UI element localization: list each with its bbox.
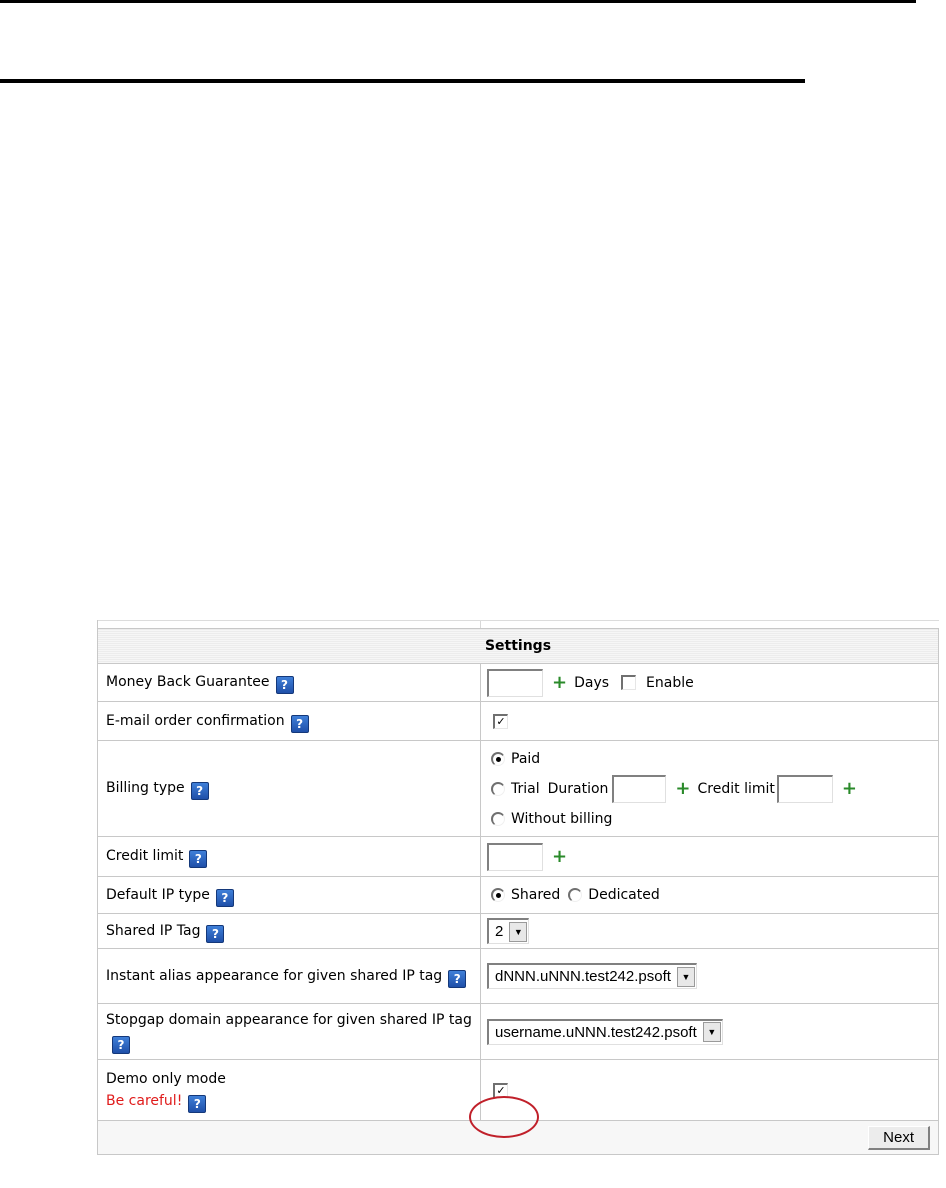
row-money-back — [98, 664, 939, 702]
help-icon[interactable]: ? — [448, 970, 466, 988]
instant-alias-label: Instant alias appearance for given shared IP tag — [106, 967, 443, 984]
billing-paid-label: Paid — [511, 750, 541, 767]
demo-mode-checkbox[interactable]: ✓ — [493, 1083, 508, 1098]
trial-credit-input[interactable] — [777, 775, 833, 803]
billing-without-label: Without billing — [511, 810, 613, 827]
billing-trial-radio[interactable] — [491, 782, 505, 796]
duration-label: Duration — [547, 780, 609, 797]
demo-mode-label: Demo only mode — [106, 1070, 226, 1087]
enable-label: Enable — [646, 674, 694, 691]
shared-ip-tag-select[interactable] — [487, 918, 529, 944]
shared-ip-tag-value: 2 — [495, 923, 504, 940]
row-credit-limit — [98, 837, 939, 877]
ip-dedicated-label: Dedicated — [588, 887, 660, 903]
enable-checkbox[interactable] — [621, 675, 636, 690]
email-confirm-label: E-mail order confirmation — [106, 712, 285, 729]
billing-trial-label: Trial — [511, 780, 540, 797]
row-billing-type — [98, 741, 939, 837]
plus-icon[interactable]: + — [552, 672, 568, 693]
chevron-down-icon[interactable]: ▼ — [703, 1022, 721, 1042]
shared-ip-tag-label: Shared IP Tag — [106, 922, 201, 939]
ip-shared-label: Shared — [511, 887, 561, 903]
stopgap-domain-label: Stopgap domain appearance for given shared IP tag — [106, 1012, 472, 1028]
email-confirm-checkbox[interactable]: ✓ — [493, 714, 508, 729]
instant-alias-value: dNNN.uNNN.test242.psoft — [495, 968, 671, 985]
help-icon[interactable]: ? — [206, 925, 224, 943]
billing-without-radio[interactable] — [491, 812, 505, 826]
ip-shared-radio[interactable] — [491, 888, 505, 902]
settings-header — [98, 628, 939, 664]
help-icon[interactable]: ? — [188, 1095, 206, 1113]
plus-icon[interactable]: + — [552, 846, 568, 867]
default-ip-label: Default IP type — [106, 886, 210, 903]
help-icon[interactable]: ? — [276, 676, 294, 694]
chevron-down-icon[interactable]: ▼ — [677, 967, 695, 987]
help-icon[interactable]: ? — [189, 850, 207, 868]
help-icon[interactable]: ? — [191, 782, 209, 800]
careful-warning: Be careful! — [106, 1092, 183, 1109]
money-back-days-input[interactable] — [487, 669, 543, 697]
chevron-down-icon[interactable]: ▼ — [509, 922, 527, 942]
credit-limit-label: Credit limit — [106, 848, 184, 864]
trial-credit-label: Credit limit — [697, 780, 775, 797]
billing-paid-radio[interactable] — [491, 752, 505, 766]
top-rule — [0, 0, 916, 3]
row-email-confirm — [98, 702, 939, 741]
ip-dedicated-radio[interactable] — [568, 888, 582, 902]
row-shared-ip-tag — [98, 914, 939, 949]
money-back-label: Money Back Guarantee — [106, 674, 270, 690]
trial-duration-input[interactable] — [612, 775, 666, 803]
help-icon[interactable]: ? — [291, 715, 309, 733]
plus-icon[interactable]: + — [675, 778, 691, 799]
row-instant-alias — [98, 949, 939, 1004]
table-top-strip — [98, 620, 939, 628]
row-stopgap-domain — [98, 1004, 939, 1060]
instant-alias-select[interactable] — [487, 963, 697, 989]
settings-table — [97, 620, 939, 1155]
settings-title: Settings — [484, 638, 552, 654]
help-icon[interactable]: ? — [216, 889, 234, 907]
plus-icon[interactable]: + — [841, 778, 857, 799]
row-demo-mode — [98, 1060, 939, 1121]
stopgap-domain-select[interactable] — [487, 1019, 723, 1045]
billing-type-label: Billing type — [106, 780, 185, 796]
row-actions — [98, 1121, 939, 1155]
row-default-ip — [98, 877, 939, 914]
credit-limit-input[interactable] — [487, 843, 543, 871]
next-button[interactable]: Next — [868, 1126, 930, 1150]
help-icon[interactable]: ? — [112, 1036, 130, 1054]
stopgap-domain-value: username.uNNN.test242.psoft — [495, 1023, 697, 1041]
heading-rule — [0, 79, 805, 83]
days-unit-label: Days — [574, 674, 610, 691]
